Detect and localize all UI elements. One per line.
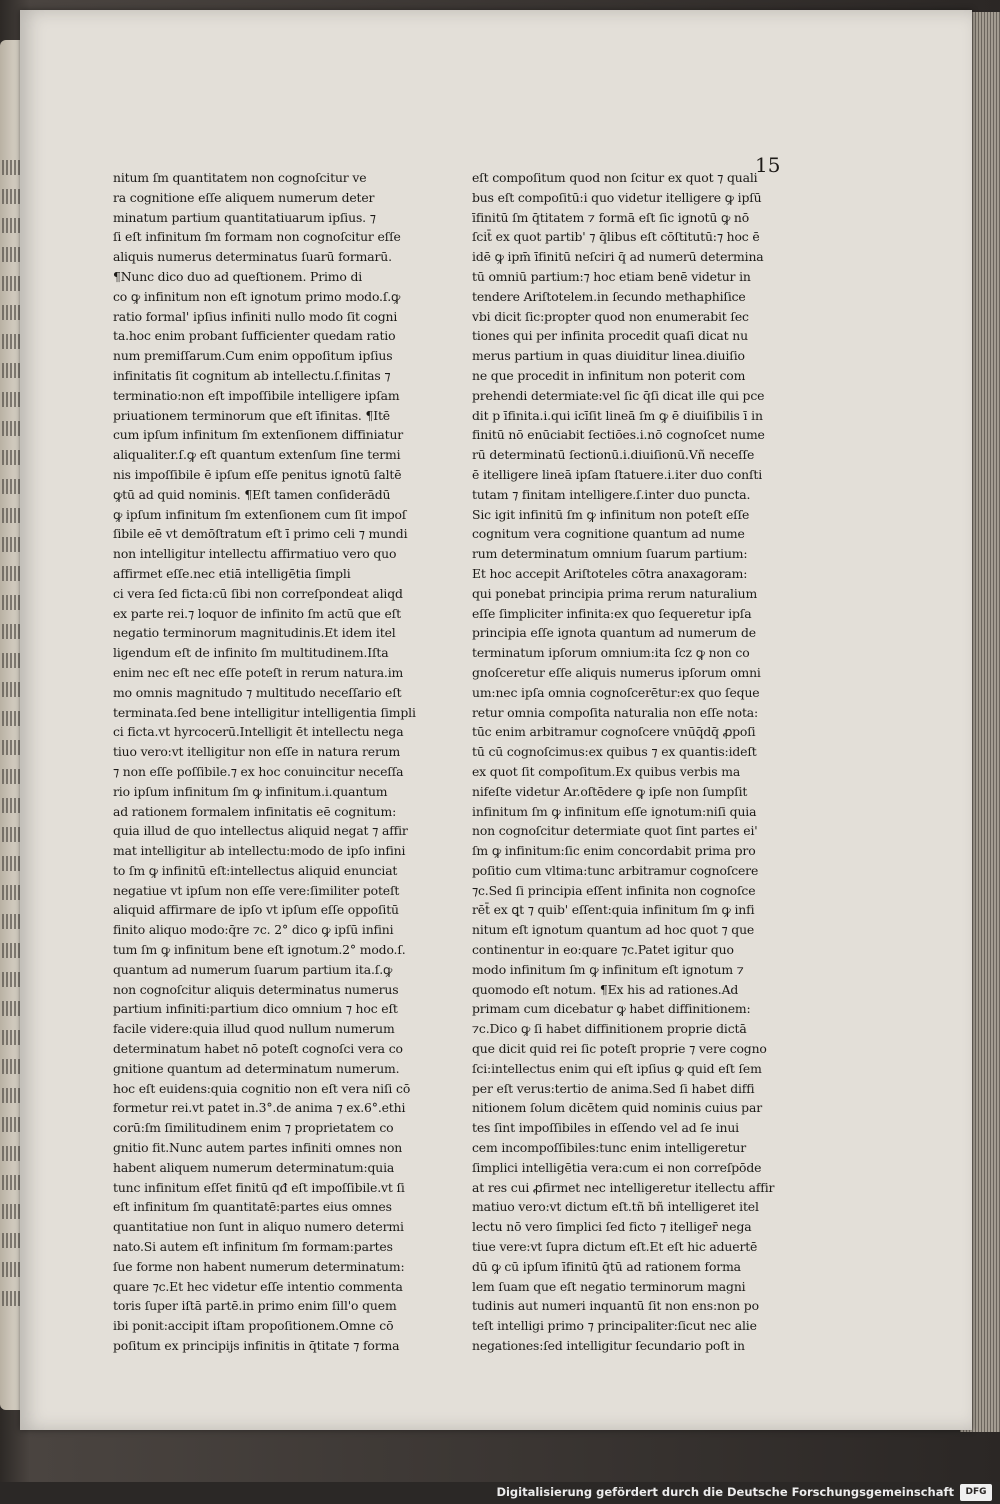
text-line: modo infinitum ſm ꝙ infinitum eſt ignotum ⁊	[472, 961, 744, 977]
text-line: aliquis numerus determinatus ſuarū formarū.	[113, 249, 392, 265]
text-line: tudinis aut numeri inquantū ſit non ens:non po	[472, 1298, 759, 1314]
text-line: ſibile eē vt demōſtratum eſt ī primo celi ⁊ mundi	[113, 526, 408, 542]
text-line: dū ꝙ cū ipſum īfinitū q̄tū ad rationem forma	[472, 1258, 741, 1274]
text-line: negatio terminorum magnitudinis.Et idem itel	[113, 625, 396, 641]
text-line: ex parte rei.⁊ loquor de infinito ſm actū que eſt	[113, 605, 401, 621]
text-line: quomodo eſt notum. ¶Ex his ad rationes.Ad	[472, 981, 739, 997]
text-line: Sic igit infinitū ſm ꝙ infinitum non poteſt eſſe	[472, 506, 750, 522]
text-line: co ꝙ infinitum non eſt ignotum primo modo.ſ.ꝙ	[113, 288, 401, 304]
text-line: ci ficta.vt hyrcocerū.Intelligit ēt intellectu nega	[113, 724, 404, 740]
text-line: rio ipſum infinitum ſm ꝙ infinitum.i.quantum	[113, 783, 388, 799]
text-line: prehendi determiate:vel ſic q̄ſi dicat ille qui pce	[472, 387, 765, 403]
text-line: retur omnia compoſita naturalia non eſſe nota:	[472, 704, 759, 720]
text-line: ſci:intellectus enim qui eſt ipſius ꝙ quid eſt ſem	[472, 1060, 762, 1076]
text-line: quantum ad numerum ſuarum partium ita.ſ.ꝙ	[113, 961, 393, 977]
text-line: non intelligitur intellectu affirmatiuo vero quo	[113, 546, 397, 562]
text-line: terminata.ſed bene intelligitur intelligentia ſimpli	[113, 704, 416, 720]
text-line: ſcit̄ ex quot partib' ⁊ q̄libus eſt cōſtitutū:⁊ hoc ē	[472, 229, 760, 245]
text-line: terminatum ipſorum omnium:ita ſcz ꝙ non co	[472, 645, 750, 661]
text-line: at res cui ꝓfirmet nec intelligeretur itellectu affir	[472, 1179, 775, 1195]
text-line: quare ⁊c.Et hec videtur eſſe intentio commenta	[113, 1278, 403, 1294]
text-line: aliquid affirmare de ipſo vt ipſum eſſe oppoſitū	[113, 902, 399, 918]
text-line: ſi eſt infinitum ſm formam non cognoſcitur eſſe	[113, 229, 401, 245]
text-line: ꝙ ipſum infinitum ſm extenſionem cum ſit impoſ	[113, 506, 407, 522]
dfg-logo: DFG	[960, 1484, 992, 1501]
text-line: aliqualiter.ſ.ꝙ eſt quantum extenſum ſine termi	[113, 447, 401, 463]
text-line: continentur in eo:quare ⁊c.Patet igitur quo	[472, 942, 734, 958]
text-line: mat intelligitur ab intellectu:modo de ipſo infini	[113, 843, 406, 859]
text-line: ad rationem formalem infinitatis eē cognitum:	[113, 803, 397, 819]
text-line: quia illud de quo intellectus aliquid negat ⁊ affir	[113, 823, 408, 839]
text-line: ra cognitione eſſe aliquem numerum deter	[113, 189, 375, 205]
text-line: terminatio:non eſt impoſſibile intelligere ipſam	[113, 387, 400, 403]
text-line: nitionem ſolum dicētem quid nominis cuius par	[472, 1100, 762, 1116]
text-line: ⁊c.Sed ſi principia eſſent infinita non cognoſce	[472, 882, 756, 898]
text-line: nifeſte videtur Ar.oſtēdere ꝙ ipſe non ſumpſit	[472, 783, 748, 799]
text-line: ci vera ſed ficta:cū ſibi non correſpondeat aliqd	[113, 585, 403, 601]
text-line: ibi ponit:accipit iſtam propoſitionem.Omne cō	[113, 1318, 394, 1334]
text-line: tes ſint impoſſibiles in eſſendo vel ad ſe inui	[472, 1120, 739, 1136]
text-line: quantitatiue non ſunt in aliquo numero determi	[113, 1219, 404, 1235]
text-line: eſſe ſimpliciter infinita:ex quo ſequeretur ipſa	[472, 605, 752, 621]
text-line: rū determinatū ſectionū.i.diuiſionū.Vñ neceſſe	[472, 447, 755, 463]
text-line: rēt̄ ex ꝗt ⁊ quib' eſſent:quia infinitum ſm ꝙ infi	[472, 902, 755, 918]
left-text-column	[113, 168, 443, 1356]
text-line: ſimplici intelligētia vera:cum ei non correſpōde	[472, 1159, 762, 1175]
text-line: tiuo vero:vt itelligitur non eſſe in natura rerum	[113, 744, 401, 760]
text-line: negationes:ſed intelligitur ſecundario poſt in	[472, 1338, 745, 1354]
text-line: nato.Si autem eſt infinitum ſm formam:partes	[113, 1239, 393, 1255]
text-line: ⁊c.Dico ꝙ ſi habet diffinitionem proprie dictā	[472, 1021, 747, 1037]
text-line: matiuo vero:vt dictum eſt.tñ bñ intelligeret itel	[472, 1199, 759, 1215]
text-line: bus eſt compoſitū:i quo videtur itelligere ꝙ ipſū	[472, 189, 762, 205]
text-line: qui ponebat principia prima rerum naturalium	[472, 585, 758, 601]
text-line: ligendum eſt de infinito ſm multitudinem.Iſta	[113, 645, 389, 661]
text-line: ¶Nunc dico duo ad queſtionem. Primo di	[113, 268, 363, 284]
text-line: infinitatis ſit cognitum ab intellectu.ſ.finitas ⁊	[113, 367, 391, 383]
text-line: mo omnis magnitudo ⁊ multitudo neceſſario eſt	[113, 684, 402, 700]
text-line: tutam ⁊ finitam intelligere.ſ.inter duo puncta.	[472, 486, 751, 502]
text-line: ꝙtū ad quid nominis. ¶Eſt tamen conſiderādū	[113, 486, 391, 502]
text-line: corū:ſm ſimilitudinem enim ⁊ proprietatem co	[113, 1120, 394, 1136]
text-line: cem incompoſſibiles:tunc enim intelligeretur	[472, 1140, 747, 1156]
text-line: ⁊ non eſſe poſſibile.⁊ ex hoc conuincitur neceſſa	[113, 763, 404, 779]
text-line: non cognoſcitur aliquis determinatus numerus	[113, 981, 399, 997]
text-line: gnitio fit.Nunc autem partes infiniti omnes non	[113, 1140, 403, 1156]
footer-credit: Digitalisierung gefördert durch die Deutsche Forschungsgemeinschaft	[496, 1485, 954, 1499]
text-line: finito aliquo modo:q̄re ⁊c. 2° dico ꝙ ipſū infini	[113, 922, 394, 938]
text-line: poſitio cum vltima:tunc arbitramur cognoſcere	[472, 862, 759, 878]
text-line: formetur rei.vt patet in.3°.de anima ⁊ ex.6°.ethi	[113, 1100, 406, 1116]
text-line: affirmet eſſe.nec etiā intelligētia ſimpli	[113, 565, 351, 581]
footer-bar	[0, 1482, 1000, 1504]
text-line: lectu nō vero ſimplici ſed ficto ⁊ itelliger̄ nega	[472, 1219, 752, 1235]
text-line: merus partium in quas diuiditur linea.diuiſio	[472, 348, 745, 364]
text-line: priuationem terminorum que eſt īfinitas. ¶Itē	[113, 407, 390, 423]
text-line: teſt intelligi primo ⁊ principaliter:ſicut nec alie	[472, 1318, 757, 1334]
text-line: finitū nō enūciabit ſectiōes.i.nō cognoſcet nume	[472, 427, 765, 443]
text-line: vbi dicit ſic:propter quod non enumerabit ſec	[472, 308, 749, 324]
text-line: ſue forme non habent numerum determinatum:	[113, 1258, 405, 1274]
text-line: Et hoc accepit Ariſtoteles cōtra anaxagoram:	[472, 565, 748, 581]
text-line: negatiue vt ipſum non eſſe vere:ſimiliter poteſt	[113, 882, 400, 898]
text-line: īfinitū ſm q̄titatem ⁊ formā eſt ſic ignotū ꝙ nō	[472, 209, 750, 225]
text-line: non cognoſcitur determiate quot ſint partes ei'	[472, 823, 758, 839]
text-line: per eſt verus:tertio de anima.Sed ſi habet diffi	[472, 1080, 755, 1096]
text-line: rum determinatum omnium ſuarum partium:	[472, 546, 748, 562]
text-line: lem ſuam que eſt negatio terminorum magni	[472, 1278, 746, 1294]
text-line: hoc eſt euidens:quia cognitio non eſt vera niſi cō	[113, 1080, 411, 1096]
text-line: gnoſceretur eſſe aliquis numerus ipſorum omni	[472, 664, 761, 680]
text-line: nitum eſt ignotum quantum ad hoc quot ⁊ que	[472, 922, 755, 938]
text-line: tum ſm ꝙ infinitum bene eſt ignotum.2° modo.ſ.	[113, 942, 406, 958]
text-line: um:nec ipſa omnia cognoſcerētur:ex quo ſeque	[472, 684, 760, 700]
text-line: gnitione quantum ad determinatum numerum.	[113, 1060, 400, 1076]
text-line: nis impoſſibile ē ipſum eſſe penitus ignotū ſaltē	[113, 466, 402, 482]
text-line: ratio formal' ipſius infiniti nullo modo ſit cogni	[113, 308, 398, 324]
text-line: ſm ꝙ infinitum:ſic enim concordabit prima pro	[472, 843, 756, 859]
text-line: tiones qui per infinita procedit quaſi dicat nu	[472, 328, 748, 344]
text-line: ex quot ſit compoſitum.Ex quibus verbis ma	[472, 763, 741, 779]
text-line: determinatum habet nō poteſt cognoſci vera co	[113, 1041, 403, 1057]
text-line: facile videre:quia illud quod nullum numerum	[113, 1021, 395, 1037]
book-page	[20, 10, 972, 1430]
text-line: partium infiniti:partium dico omnium ⁊ hoc eſt	[113, 1001, 398, 1017]
text-line: nitum ſm quantitatem non cognoſcitur ve	[113, 170, 367, 185]
text-line: tiue vere:vt ſupra dictum eſt.Et eſt hic aduertē	[472, 1239, 758, 1255]
text-line: ē itelligere lineā ipſam ſtatuere.i.iter duo conſti	[472, 466, 763, 482]
page-number: 15	[755, 153, 781, 177]
text-line: primam cum dicebatur ꝙ habet diffinitionem:	[472, 1001, 751, 1017]
text-line: cum ipſum infinitum ſm extenſionem diffiniatur	[113, 427, 404, 443]
text-line: dit p īfinita.i.qui icīſit lineā ſm ꝙ ē diuiſibilis ī in	[472, 407, 763, 423]
text-line: idē ꝙ ipm̄ īfinitū neſciri q̄ ad numerū determina	[472, 249, 764, 265]
text-line: to ſm ꝙ infinitū eſt:intellectus aliquid enunciat	[113, 862, 398, 878]
text-line: ne que procedit in infinitum non poterit com	[472, 367, 746, 383]
text-line: tunc infinitum eſſet finitū qđ eſt impoſſibile.vt ſi	[113, 1179, 405, 1195]
text-line: principia eſſe ignota quantum ad numerum de	[472, 625, 756, 641]
text-line: toris ſuper iſtā partē.in primo enim ſill'o quem	[113, 1298, 397, 1314]
text-line: tendere Ariſtotelem.in ſecundo methaphiſice	[472, 288, 746, 304]
text-line: num premiſſarum.Cum enim oppoſitum ipſius	[113, 348, 393, 364]
text-line: eſt infinitum ſm quantitatē:partes eius omnes	[113, 1199, 392, 1215]
text-line: tū omniū partium:⁊ hoc etiam benē videtur in	[472, 268, 751, 284]
text-line: tūc enim arbitramur cognoſcere vnūq̄dq̄ ꝓpoſi	[472, 724, 756, 740]
right-text-column	[472, 168, 797, 1356]
text-line: que dicit quid rei ſic poteſt proprie ⁊ vere cogno	[472, 1041, 767, 1057]
text-line: infinitum ſm ꝙ infinitum eſſe ignotum:niſi quia	[472, 803, 757, 819]
text-line: habent aliquem numerum determinatum:quia	[113, 1159, 395, 1175]
text-line: cognitum vera cognitione quantum ad nume	[472, 526, 745, 542]
text-line: tū cū cognoſcimus:ex quibus ⁊ ex quantis:ideſt	[472, 744, 757, 760]
text-line: ta.hoc enim probant ſufficienter quedam ratio	[113, 328, 396, 344]
text-line: minatum partium quantitatiuarum ipſius. ⁊	[113, 209, 376, 225]
text-line: enim nec eſt nec eſſe poteſt in rerum natura.im	[113, 664, 404, 680]
text-line: eſt compoſitum quod non ſcitur ex quot ⁊ quali	[472, 170, 758, 185]
text-line: poſitum ex principijs infinitis in q̄titate ⁊ forma	[113, 1338, 400, 1354]
